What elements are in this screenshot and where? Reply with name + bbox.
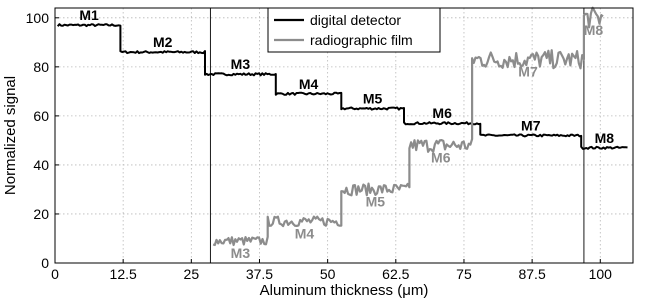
y-tick-label: 0 bbox=[41, 255, 49, 271]
y-tick-label: 80 bbox=[33, 58, 49, 75]
step-label-digital-detector: M4 bbox=[298, 75, 319, 92]
step-label-digital-detector: M5 bbox=[362, 90, 383, 107]
step-label-radiographic-film: M5 bbox=[365, 193, 386, 210]
x-tick-label: 25 bbox=[183, 266, 200, 282]
step-label-radiographic-film: M4 bbox=[294, 225, 315, 242]
y-tick-label: 60 bbox=[33, 107, 49, 124]
x-tick-label: 12.5 bbox=[109, 266, 137, 282]
step-label-digital-detector: M7 bbox=[521, 117, 541, 134]
x-axis-label: Aluminum thickness (μm) bbox=[259, 282, 429, 298]
legend-label-digital-detector: digital detector bbox=[310, 12, 402, 28]
step-label-digital-detector: M8 bbox=[594, 129, 615, 146]
step-label-digital-detector: M1 bbox=[79, 7, 99, 24]
x-tick-label: 75 bbox=[456, 266, 472, 282]
y-tick-label: 40 bbox=[33, 156, 49, 173]
step-label-digital-detector: M3 bbox=[230, 56, 251, 73]
step-label-radiographic-film: M7 bbox=[518, 63, 538, 80]
step-label-radiographic-film: M8 bbox=[583, 21, 604, 38]
x-tick-label: 87.5 bbox=[518, 266, 546, 282]
step-label-radiographic-film: M6 bbox=[431, 149, 451, 166]
legend bbox=[268, 8, 440, 52]
y-axis-label: Normalized signal bbox=[2, 75, 19, 196]
legend-label-radiographic-film: radiographic film bbox=[310, 32, 413, 48]
step-label-digital-detector: M6 bbox=[432, 105, 452, 122]
step-label-digital-detector: M2 bbox=[152, 34, 173, 51]
x-tick-label: 0 bbox=[51, 266, 59, 282]
y-tick-label: 20 bbox=[33, 205, 49, 222]
x-tick-label: 37.5 bbox=[245, 266, 274, 282]
x-tick-label: 62.5 bbox=[382, 266, 410, 282]
y-tick-label: 100 bbox=[25, 9, 49, 26]
step-label-radiographic-film: M3 bbox=[230, 244, 251, 261]
x-tick-label: 50 bbox=[319, 266, 336, 282]
x-tick-label: 100 bbox=[588, 266, 612, 282]
